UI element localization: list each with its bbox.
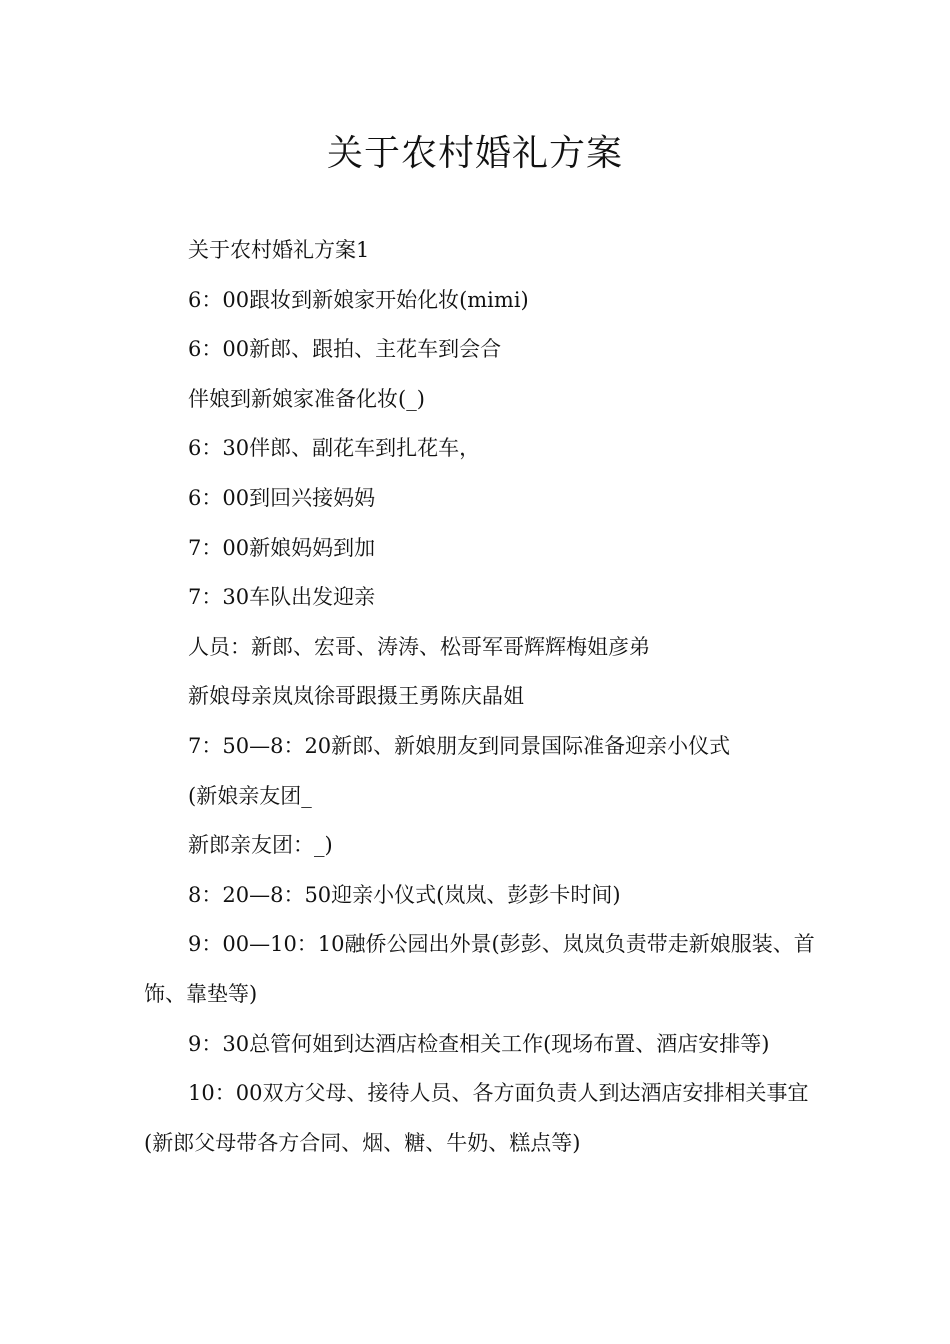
text-line: 7：50—8：20新郎、新娘朋友到同景国际准备迎亲小仪式 — [188, 733, 731, 758]
text-line: 6：00新郎、跟拍、主花车到会合 — [188, 337, 502, 362]
text-line: 7：00新娘妈妈到加 — [188, 535, 376, 560]
document-title: 关于农村婚礼方案 — [326, 133, 623, 174]
text-paragraph: 9：30总管何姐到达酒店检查相关工作(现场布置、酒店安排等) — [188, 1031, 770, 1056]
text-line: 关于农村婚礼方案1 — [188, 238, 370, 262]
text-line: 6：30伴郎、副花车到扎花车， — [188, 436, 481, 461]
text-line: 伴娘到新娘家准备化妆(_) — [188, 386, 425, 411]
text-line: 6：00跟妆到新娘家开始化妆(mimi) — [188, 287, 529, 312]
text-line: 7：30车队出发迎亲 — [188, 585, 376, 610]
text-line: 6：00到回兴接妈妈 — [188, 485, 376, 510]
text-line: 人员：新郎、宏哥、涛涛、松哥军哥辉辉梅姐彦弟 — [188, 634, 650, 659]
text-line: (新娘亲友团_ — [188, 783, 312, 808]
text-paragraph: 9：00—10：10融侨公园出外景(彭彭、岚岚负责带走新娘服装、首饰、靠垫等) — [144, 932, 815, 1006]
text-line: 新娘母亲岚岚徐哥跟摄王勇陈庆晶姐 — [188, 684, 524, 709]
text-line: 8：20—8：50迎亲小仪式(岚岚、彭彭卡时间) — [188, 882, 621, 907]
text-paragraph: 10：00双方父母、接待人员、各方面负责人到达酒店安排相关事宜(新郎父母带各方合同、烟、糖、牛奶、糕点等) — [144, 1081, 809, 1155]
text-line: 新郎亲友团：_) — [188, 833, 333, 858]
document-body — [144, 226, 834, 1168]
